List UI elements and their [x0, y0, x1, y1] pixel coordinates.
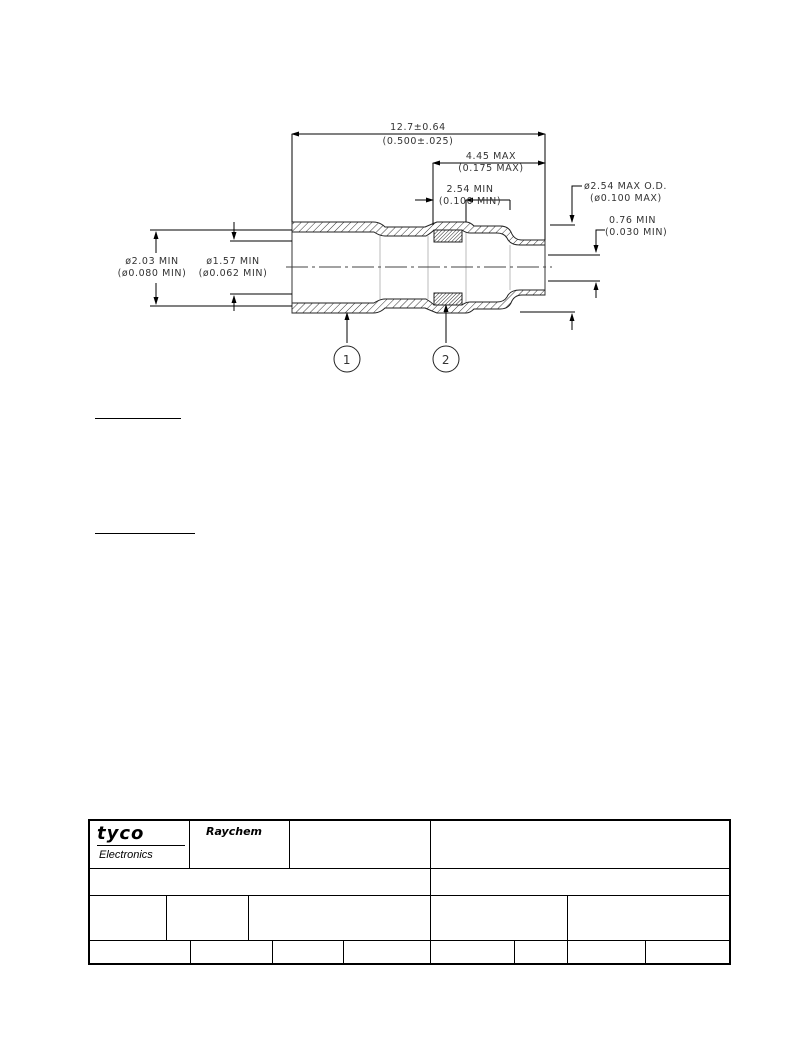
title-block-cell	[431, 896, 568, 941]
sleeve-top-wall	[292, 222, 545, 245]
dim-wall: 0.76 MIN	[609, 215, 657, 226]
solder-ring-bottom	[434, 293, 462, 305]
raychem-logo: Raychem	[206, 825, 262, 838]
dim-min-length-in: (0.100 MIN)	[438, 196, 502, 207]
balloon-1	[334, 346, 360, 372]
dim-max-length: 4.45 MAX	[465, 151, 517, 162]
title-block	[88, 819, 731, 965]
balloon-2	[433, 346, 459, 372]
logo-tyco-cell	[90, 821, 190, 869]
title-block-cell	[344, 941, 431, 965]
tyco-electronics-text: Electronics	[99, 849, 153, 861]
title-block-cell	[431, 821, 731, 869]
title-block-cell	[568, 896, 731, 941]
title-block-cell	[568, 941, 646, 965]
tyco-logo: tyco	[97, 823, 145, 844]
title-block-cell	[191, 941, 273, 965]
title-block-cell	[515, 941, 568, 965]
dim-inner-dia-in: (ø0.062 MIN)	[198, 268, 268, 279]
dim-od-in: (ø0.100 MAX)	[590, 193, 662, 204]
part-drawing	[0, 0, 802, 400]
title-block-cell	[273, 941, 344, 965]
sleeve-bottom-wall	[292, 290, 545, 313]
svg-text:1: 1	[342, 353, 352, 367]
title-block-cell	[90, 941, 191, 965]
title-block-cell	[167, 896, 249, 941]
dim-od: ø2.54 MAX O.D.	[584, 181, 668, 192]
dim-wall-in: (0.030 MIN)	[605, 227, 668, 238]
dim-min-length: 2.54 MIN	[446, 184, 494, 195]
dim-overall-length-in: (0.500±.025)	[382, 136, 454, 147]
title-block-cell	[90, 869, 431, 896]
section-heading-underline	[95, 533, 195, 534]
svg-text:2: 2	[441, 353, 451, 367]
dim-inner-dia: ø1.57 MIN	[206, 256, 260, 267]
logo-rule	[97, 845, 185, 846]
section-heading-underline	[95, 418, 181, 419]
title-block-cell	[431, 869, 731, 896]
title-block-cell	[249, 896, 431, 941]
title-block-cell	[290, 821, 431, 869]
solder-ring-top	[434, 230, 462, 242]
title-block-cell	[646, 941, 731, 965]
dim-overall-length: 12.7±0.64	[390, 122, 446, 133]
title-block-cell	[431, 941, 515, 965]
dim-outer-dia-in: (ø0.080 MIN)	[117, 268, 187, 279]
title-block-cell	[90, 896, 167, 941]
dim-outer-dia: ø2.03 MIN	[125, 256, 179, 267]
logo-raychem-cell	[190, 821, 290, 869]
dim-max-length-in: (0.175 MAX)	[458, 163, 524, 174]
